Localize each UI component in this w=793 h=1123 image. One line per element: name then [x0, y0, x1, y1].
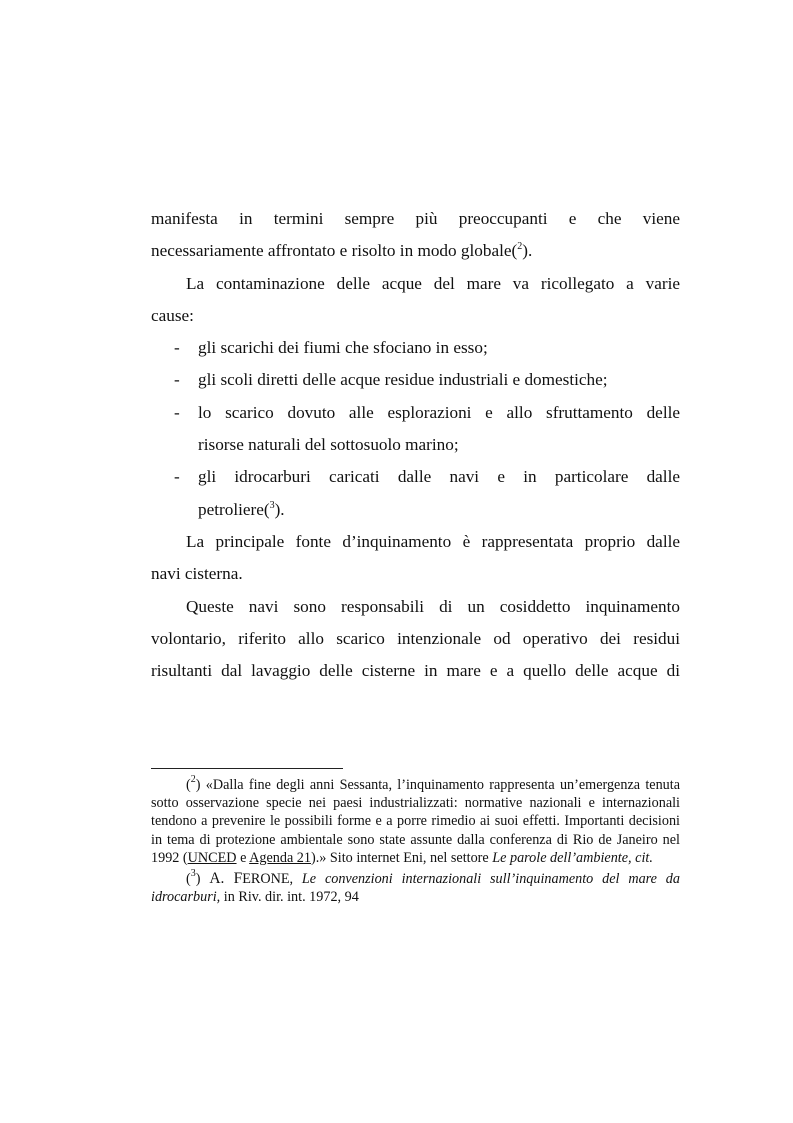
body-text — [151, 203, 680, 687]
bullet-dash: - — [174, 402, 180, 422]
paragraph-continuation-line: manifesta in termini sempre più preoccupanti e che viene — [151, 209, 680, 228]
footnote-ref-3[interactable]: 3 — [269, 499, 275, 511]
list-item: - lo scarico dovuto alle esplorazioni e allo sfruttamento delle risorse naturali del sottosuolo marino; — [151, 397, 680, 462]
bullet-dash: - — [174, 370, 180, 390]
footnote-3: ($^3$) A. FERONE, Le convenzioni internazionali sull’inquinamento del mare da idrocarburi, in Riv. dir. int. 1972, 94 — [151, 868, 680, 906]
bullet-dash: - — [174, 338, 180, 358]
paragraph-causes-intro-end: cause: — [151, 305, 194, 325]
footnote-2: ($^2$) «Dalla fine degli anni Sessanta, l’inquinamento rappresenta un’emergenza tenuta sotto osservazione specie nei paesi industrializzati: normative nazionali e internazionali tendono a prevenire le possibili forme e a porre rimedio ai suoi effetti. Importanti decisioni in tema di protezione ambientale sono state assunte dalla conferenza di Rio de Janeiro nel 1992 (UNCED e Agenda 21).» Sito internet Eni, nel settore Le parole dell’ambiente, cit. — [151, 774, 680, 866]
list-item: - gli idrocarburi caricati dalle navi e in particolare dalle petroliere($^3$). — [151, 461, 680, 526]
paragraph-voluntary-pollution-line: volontario, riferito allo scarico intenzionale od operativo dei residui — [151, 628, 680, 648]
paragraph-tankers: La principale fonte d’inquinamento è rappresentata proprio dalle — [186, 531, 680, 551]
bullet-dash: - — [174, 467, 180, 487]
link-agenda-21[interactable]: Agenda 21 — [249, 849, 311, 866]
list-item: - gli scoli diretti delle acque residue industriali e domestiche; — [151, 364, 680, 396]
paragraph-causes-intro: La contaminazione delle acque del mare va ricollegato a varie — [186, 273, 680, 293]
footnote-number: 3 — [190, 868, 196, 880]
link-unced[interactable]: UNCED — [187, 849, 237, 866]
footnote-separator — [151, 768, 343, 769]
paragraph-continuation-end: necessariamente affrontato e risolto in modo globale($^2$). — [151, 241, 533, 261]
footnotes — [151, 776, 680, 906]
paragraph-tankers-end: navi cisterna. — [151, 564, 243, 584]
paragraph-voluntary-pollution-line: risultanti dal lavaggio delle cisterne in mare e a quello delle acque di — [151, 661, 680, 681]
footnote-number: 2 — [190, 774, 196, 785]
list-item: - gli scarichi dei fiumi che sfociano in esso; — [151, 332, 680, 364]
footnote-ref-2[interactable]: 2 — [517, 241, 523, 253]
paragraph-voluntary-pollution: Queste navi sono responsabili di un cosiddetto inquinamento — [186, 596, 680, 616]
